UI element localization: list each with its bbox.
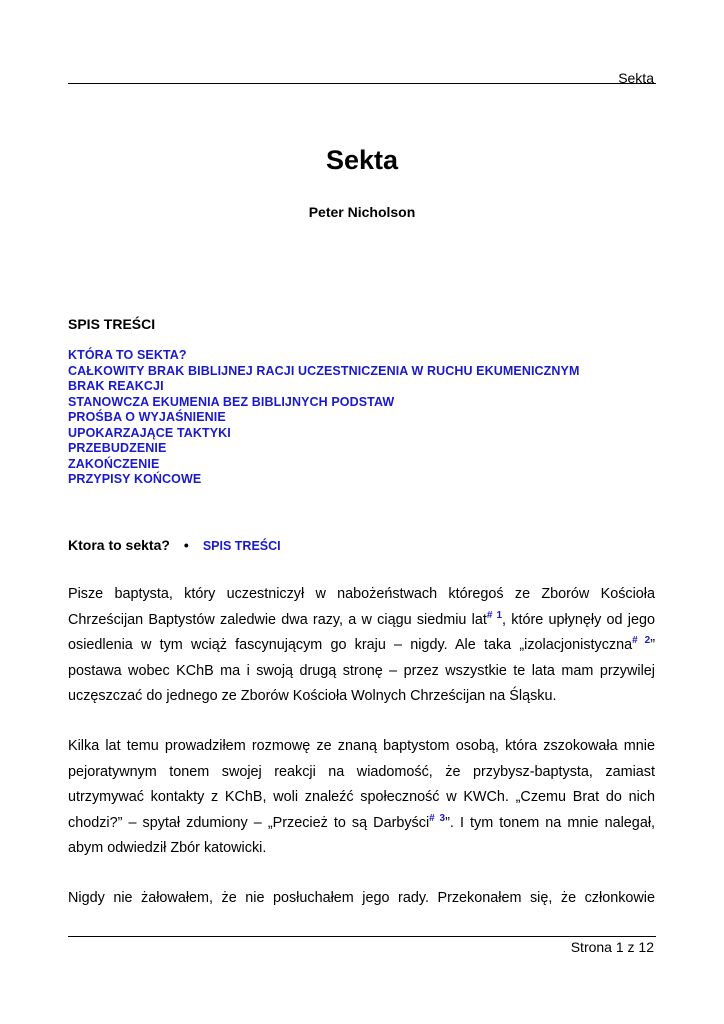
paragraph-3 (68, 886, 655, 912)
paragraph-1-text-a: Pisze baptysta, który uczestniczył w nabożeństwach któregoś ze Zborów Kościoła Chrześcijan Baptystów zaledwie dwa razy, a w ciągu siedmiu lat (68, 586, 655, 628)
paragraph-1-text-b: , które upłynęły od jego osiedlenia w tym wciąż fascynującym go kraju – nigdy. Ale taka „izolacjonistyczna (68, 611, 655, 653)
paragraph-3-text-a: Nigdy nie żałowałem, że nie posłuchałem jego rady. Przekonałem się, że członkowie (68, 890, 655, 906)
toc-link-ktora-to-sekta[interactable]: KTÓRA TO SEKTA? (68, 348, 187, 362)
document-author: Peter Nicholson (308, 204, 416, 220)
paragraph-2-text-a: Kilka lat temu prowadziłem rozmowę ze znaną baptystom osobą, która zszokowała mnie pejoratywnym tonem swojej reakcji na wiadomość, że przybysz-baptysta, zamiast utrzymywać kontakty z KChB, woli znaleźć społeczność w KWCh. „Czemu Brat do nich chodzi?” – spytał zdumiony – „Przecież to są Darbyści (68, 738, 655, 831)
page-header: Sekta (618, 70, 654, 86)
back-to-toc-link[interactable]: SPIS TREŚCI (202, 539, 281, 553)
paragraph-1 (68, 582, 655, 710)
toc-link-przebudzenie[interactable]: PRZEBUDZENIE (68, 441, 167, 455)
footnote-link-3[interactable]: # 3 (429, 812, 446, 824)
page-number: Strona 1 z 12 (570, 939, 654, 955)
paragraph-2 (68, 734, 655, 862)
footnote-link-1[interactable]: # 1 (486, 609, 503, 621)
footer-divider (68, 936, 656, 937)
section-title: Ktora to sekta? (68, 537, 170, 553)
toc-link-prosba[interactable]: PROŚBA O WYJAŚNIENIE (68, 410, 226, 424)
footnote-link-2[interactable]: # 2 (632, 635, 651, 647)
toc-link-brak-reakcji[interactable]: BRAK REAKCJI (68, 379, 164, 393)
toc-link-przypisy[interactable]: PRZYPISY KOŃCOWE (68, 472, 202, 486)
document-title: Sekta (325, 145, 399, 175)
toc-heading: SPIS TREŚCI (68, 316, 156, 332)
bullet-separator: • (183, 537, 189, 553)
header-divider (68, 83, 656, 84)
toc-link-stanowcza-ekumenia[interactable]: STANOWCZA EKUMENIA BEZ BIBLIJNYCH PODSTAW (68, 394, 395, 409)
toc-list (68, 348, 579, 488)
paragraph-1-text-c: ” postawa wobec KChB ma i swoją drugą stronę – przez wszystkie te lata mam przywilej uczęszczać do jednego ze Zborów Kościoła Wolnych Chrześcijan na Śląsku. (68, 637, 655, 704)
paragraph-2-text-b: ”. I tym tonem na mnie nalegał, abym odwiedził Zbór katowicki. (68, 814, 656, 856)
toc-link-zakonczenie[interactable]: ZAKOŃCZENIE (68, 456, 160, 471)
toc-link-upokarzajace[interactable]: UPOKARZAJĄCE TAKTYKI (68, 425, 231, 440)
toc-link-calkowity-brak[interactable]: CAŁKOWITY BRAK BIBLIJNEJ RACJI UCZESTNICZENIA W RUCHU EKUMENICZNYM (68, 363, 580, 378)
section-heading (68, 537, 281, 553)
